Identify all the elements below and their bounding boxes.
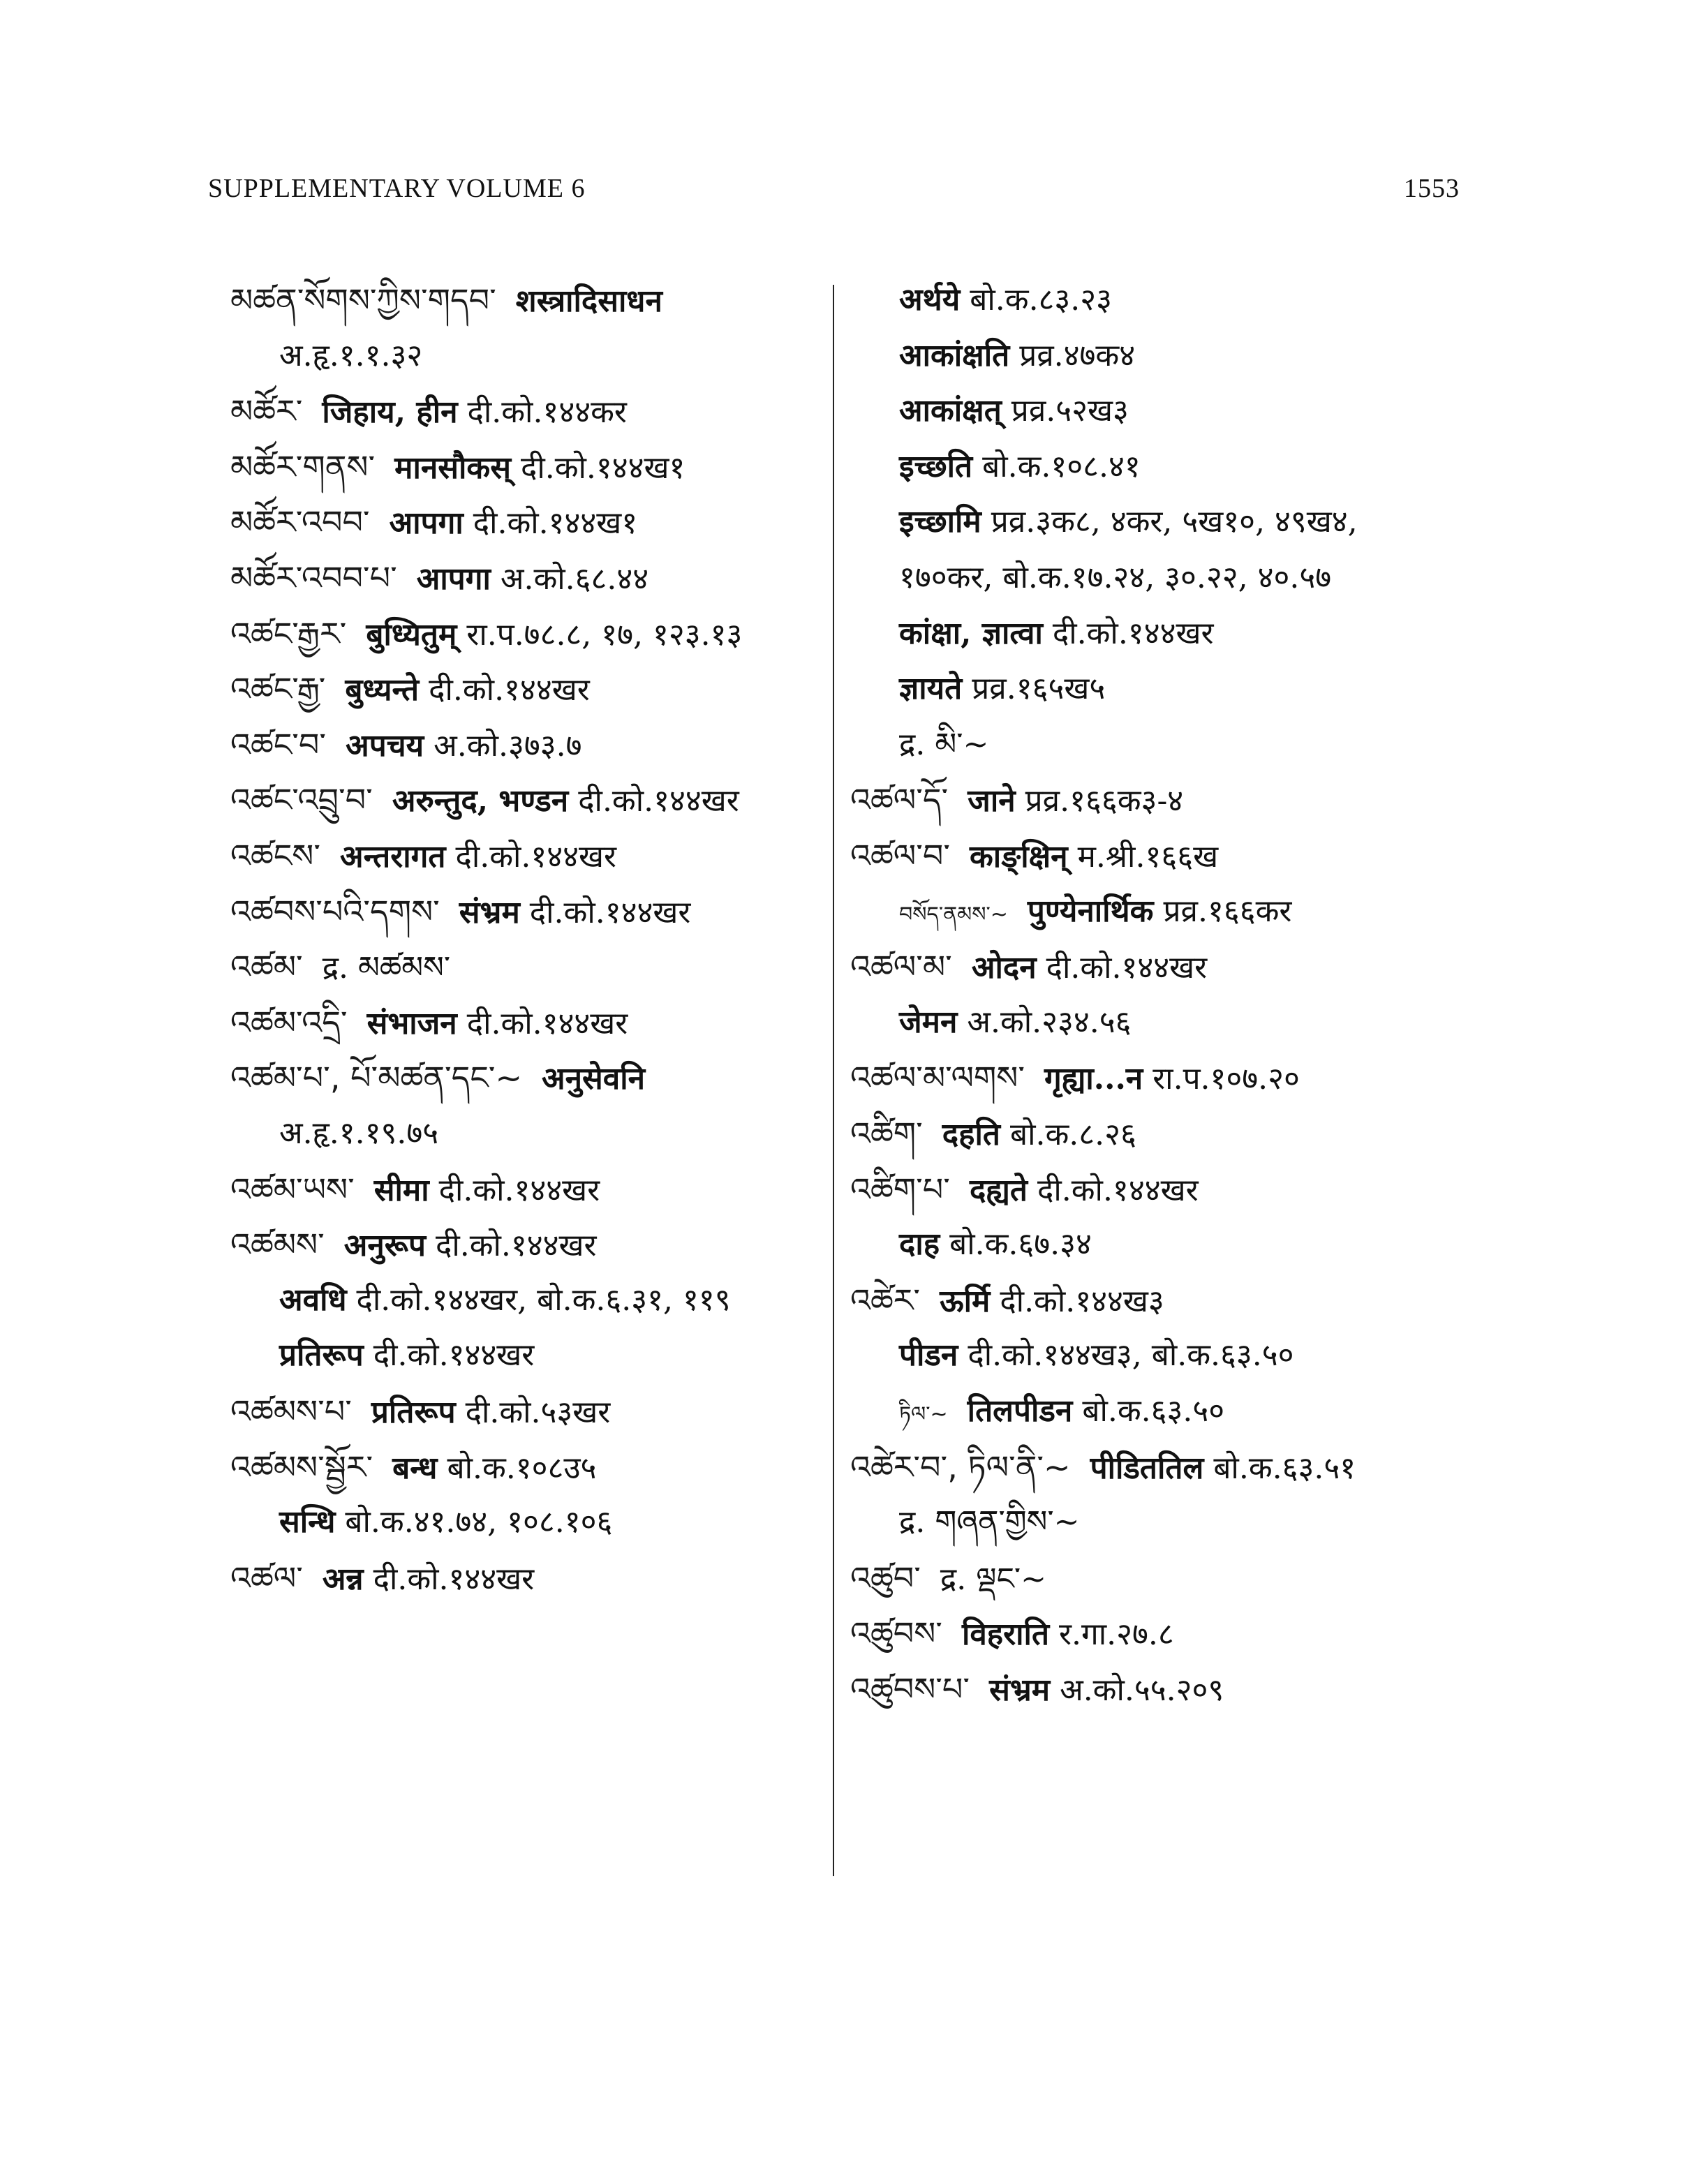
dictionary-entry-line <box>899 661 1105 717</box>
dictionary-entry-line <box>230 828 616 884</box>
dictionary-entry-line <box>279 1328 534 1383</box>
dictionary-entry-line <box>899 1217 1092 1272</box>
sanskrit-equivalent: अर्थये <box>899 282 961 318</box>
source-reference: बो.क.१०८.४१ <box>982 448 1141 484</box>
sanskrit-equivalent: अन्न <box>322 1561 364 1597</box>
dictionary-entry-line <box>899 995 1132 1050</box>
dictionary-entry-line <box>899 1383 1224 1439</box>
source-reference: बो.क.६३.५० <box>1082 1393 1225 1429</box>
source-reference: दी.को.१४४खर <box>578 783 739 819</box>
dictionary-entry-line <box>230 1050 645 1106</box>
dictionary-entry-line <box>279 1494 612 1550</box>
tibetan-headword: འཚང་རྒྱ་ <box>230 670 326 708</box>
source-reference: बो.क.६७.३४ <box>949 1226 1092 1263</box>
sanskrit-equivalent: ऊर्मि <box>940 1283 991 1319</box>
tibetan-headword: འཚབས་པའི་དགས་ <box>230 892 440 930</box>
tibetan-headword: འཚམས་པ་ <box>230 1392 352 1430</box>
tibetan-headword: འཚེར་ <box>850 1281 921 1319</box>
sanskrit-equivalent: पीडन <box>899 1337 958 1374</box>
sanskrit-equivalent: संभाजन <box>366 1005 457 1041</box>
sanskrit-equivalent: अन्तरागत <box>339 839 446 875</box>
sanskrit-equivalent: अनुरूप <box>343 1228 426 1264</box>
source-reference: म.श्री.१६६ख <box>1077 839 1219 875</box>
source-reference: दी.को.१४४खर <box>1052 615 1214 651</box>
tibetan-headword: མཚོར་ <box>230 392 303 431</box>
dictionary-entry-line <box>279 1272 731 1328</box>
dictionary-entry-line <box>899 1494 1079 1550</box>
sanskrit-equivalent: अरुन्तुद, भण्डन <box>392 783 569 819</box>
tibetan-headword: འཚལ་མ་ལགས་ <box>850 1059 1025 1097</box>
page-number: 1553 <box>1404 174 1460 203</box>
sanskrit-equivalent: शस्त्रादिसाधन <box>515 283 662 319</box>
sanskrit-equivalent: पुण्येनार्थिक <box>1027 893 1154 929</box>
sanskrit-equivalent: तिलपीडन <box>967 1393 1073 1429</box>
source-reference: अ.को.६८.४४ <box>500 561 649 597</box>
dictionary-entry-line <box>850 1106 1136 1161</box>
dictionary-entry-line <box>850 939 1207 995</box>
sanskrit-equivalent: बन्ध <box>392 1450 438 1486</box>
source-reference: दी.को.१४४खर <box>466 1005 628 1041</box>
dictionary-entry-line <box>850 1550 1046 1606</box>
tibetan-headword: འཚམ་པ་, པོ་མཚན་དང་~ <box>230 1059 522 1097</box>
source-reference: बो.क.६३.५१ <box>1213 1450 1356 1486</box>
sanskrit-equivalent: संभ्रम <box>989 1672 1051 1708</box>
dictionary-entry-line <box>899 550 1331 606</box>
sanskrit-equivalent: इच्छति <box>899 448 973 484</box>
tibetan-headword: འཚམས་ <box>230 1226 325 1264</box>
sanskrit-equivalent: कांक्षा, ज्ञात्वा <box>899 615 1043 651</box>
source-reference: द्र. མི་~ <box>899 726 989 762</box>
source-reference: बो.क.१०८उ५ <box>447 1450 597 1486</box>
tibetan-headword: བསོད་ནམས་~ <box>899 902 1008 927</box>
dictionary-entry-line <box>230 661 590 717</box>
source-reference: १७०कर, बो.क.१७.२४, ३०.२२, ४०.५७ <box>899 560 1332 595</box>
tibetan-headword: འཚལ་བ་ <box>850 837 951 875</box>
sanskrit-equivalent: सीमा <box>373 1172 429 1208</box>
dictionary-entry-line <box>899 272 1112 328</box>
sanskrit-equivalent: आकांक्षत् <box>899 393 1002 429</box>
source-reference: दी.को.१४४खर <box>373 1337 535 1374</box>
sanskrit-equivalent: प्रतिरूप <box>371 1395 456 1430</box>
tibetan-headword: འཚངས་ <box>230 837 320 875</box>
sanskrit-equivalent: इच्छामि <box>899 504 981 540</box>
sanskrit-equivalent: जाने <box>968 783 1016 819</box>
dictionary-entry-line <box>230 383 627 439</box>
dictionary-entry-line <box>230 1161 600 1217</box>
dictionary-entry-line <box>899 717 988 773</box>
sanskrit-equivalent: काङ्क्षिन् <box>970 839 1068 875</box>
dictionary-entry-line <box>230 1383 610 1439</box>
sanskrit-equivalent: बुध्यितुम् <box>366 616 457 653</box>
source-reference: दी.को.१४४कर <box>467 394 627 431</box>
running-title: SUPPLEMENTARY VOLUME 6 <box>208 174 586 203</box>
source-reference: र.गा.२७.८ <box>1059 1617 1174 1653</box>
dictionary-entry-line <box>230 272 662 328</box>
source-reference: दी.को.१४४ख१ <box>473 505 638 542</box>
tibetan-headword: འཚིག་ <box>850 1115 923 1152</box>
dictionary-entry-line <box>899 328 1135 384</box>
sanskrit-equivalent: मानसौकस् <box>394 450 511 486</box>
dictionary-entry-line <box>230 772 739 828</box>
tibetan-headword: མཚོར་འབབ་པ་ <box>230 559 397 597</box>
sanskrit-equivalent: आकांक्षति <box>899 337 1010 373</box>
dictionary-entry-line <box>850 1050 1300 1106</box>
tibetan-headword: འཚལ་དོ་ <box>850 781 949 819</box>
tibetan-headword: འཚལ་ <box>230 1559 303 1597</box>
source-reference: दी.को.१४४खर <box>373 1561 535 1597</box>
source-reference: दी.को.१४४ख३, बो.क.६३.५० <box>968 1337 1294 1374</box>
source-reference: दी.को.१४४खर, बो.क.६.३१, ११९ <box>356 1282 731 1318</box>
source-reference: दी.को.१४४ख१ <box>520 450 685 486</box>
dictionary-entry-line <box>279 1106 438 1161</box>
dictionary-entry-line <box>850 1605 1174 1661</box>
dictionary-entry-line <box>230 1217 597 1272</box>
source-reference: दी.को.१४४खर <box>455 839 617 875</box>
dictionary-entry-line <box>899 383 1129 439</box>
sanskrit-equivalent: सन्धि <box>279 1504 336 1540</box>
tibetan-headword: འཚང་རྒྱར་ <box>230 614 347 653</box>
dictionary-entry-line <box>850 1661 1224 1717</box>
sanskrit-equivalent: बुध्यन्ते <box>345 672 420 708</box>
source-reference: प्रव्र.३क८, ४कर, ५ख१०, ४९ख४, <box>991 504 1358 540</box>
source-reference: द्र. ལྡང་~ <box>940 1561 1047 1597</box>
dictionary-entry-line <box>230 939 450 995</box>
dictionary-entry-line <box>230 1550 534 1606</box>
source-reference: दी.को.१४४खर <box>429 672 590 708</box>
tibetan-headword: འཚམ་འདྲི་ <box>230 1003 348 1041</box>
sanskrit-equivalent: अनुसेवनि <box>542 1061 646 1097</box>
dictionary-entry-line <box>899 1328 1294 1383</box>
source-reference: प्रव्र.५२ख३ <box>1011 393 1129 429</box>
sanskrit-equivalent: विहराति <box>961 1617 1050 1653</box>
source-reference: प्रव्र.१६६क३-४ <box>1025 783 1184 819</box>
tibetan-headword: འཚང་འབྲུ་བ་ <box>230 781 373 819</box>
source-reference: प्रव्र.४७क४ <box>1019 337 1136 373</box>
page-header <box>208 173 1460 215</box>
dictionary-entry-line <box>230 439 685 495</box>
dictionary-entry-line <box>230 494 637 550</box>
sanskrit-equivalent: दहति <box>942 1117 1000 1152</box>
source-reference: दी.को.५३खर <box>465 1395 611 1430</box>
dictionary-entry-line <box>279 328 422 384</box>
source-reference: प्रव्र.१६६कर <box>1163 893 1292 929</box>
source-reference: बो.क.८.२६ <box>1010 1117 1136 1152</box>
tibetan-headword: འཚུབས་པ་ <box>850 1670 970 1708</box>
tibetan-headword: འཚུབ་ <box>850 1559 921 1597</box>
source-reference: अ.को.३७३.७ <box>433 727 582 764</box>
sanskrit-equivalent: संभ्रम <box>459 894 520 930</box>
dictionary-entry-line <box>850 828 1218 884</box>
dictionary-entry-line <box>230 717 581 773</box>
tibetan-headword: འཚེར་བ་, ཏིལ་ནི་~ <box>850 1448 1071 1486</box>
sanskrit-equivalent: गृह्या...न <box>1044 1061 1143 1097</box>
tibetan-headword: འཚམ་ <box>230 948 303 986</box>
tibetan-headword: འཚལ་མ་ <box>850 948 952 986</box>
sanskrit-equivalent: जेमन <box>899 1004 958 1040</box>
sanskrit-equivalent: प्रतिरूप <box>279 1337 364 1374</box>
tibetan-headword: འཚམས་སྦྱོར་ <box>230 1448 373 1486</box>
source-reference: दी.को.१४४खर <box>435 1228 597 1264</box>
source-reference: अ.हृ.१.१.३२ <box>279 337 423 373</box>
sanskrit-equivalent: दह्यते <box>969 1172 1028 1208</box>
source-reference: रा.प.१०७.२० <box>1152 1061 1300 1097</box>
dictionary-entry-line <box>850 1161 1199 1217</box>
source-reference: बो.क.८३.२३ <box>970 282 1113 318</box>
sanskrit-equivalent: पीडिततिल <box>1090 1450 1204 1486</box>
column-divider <box>833 285 834 1876</box>
dictionary-entry-line <box>230 1439 596 1495</box>
dictionary-entry-line <box>899 494 1358 550</box>
dictionary-entry-line <box>899 884 1291 939</box>
dictionary-entry-line <box>899 439 1141 495</box>
tibetan-headword: འཚང་བ་ <box>230 725 327 764</box>
sanskrit-equivalent: ओदन <box>971 950 1037 986</box>
tibetan-headword: ཏིལ་~ <box>899 1402 948 1427</box>
sanskrit-equivalent: जिहाय, हीन <box>322 394 458 431</box>
dictionary-entry-line <box>850 772 1183 828</box>
sanskrit-equivalent: अपचय <box>346 727 424 764</box>
source-reference: दी.को.१४४खर <box>1037 1172 1199 1208</box>
source-reference: द्र. མཚམས་ <box>322 950 451 986</box>
dictionary-entry-line <box>850 1439 1356 1495</box>
source-reference: दी.को.१४४ख३ <box>1000 1283 1164 1319</box>
sanskrit-equivalent: दाह <box>899 1226 940 1263</box>
source-reference: अ.हृ.१.१९.७५ <box>279 1115 439 1151</box>
dictionary-entry-line <box>230 606 742 662</box>
source-reference: दी.को.१४४खर <box>1046 950 1208 986</box>
sanskrit-equivalent: ज्ञायते <box>899 671 963 707</box>
tibetan-headword: འཚམ་ཡས་ <box>230 1170 355 1208</box>
source-reference: दी.को.१४४खर <box>529 894 691 930</box>
source-reference: बो.क.४१.७४, १०८.१०६ <box>345 1504 613 1540</box>
source-reference: रा.प.७८.८, १७, १२३.१३ <box>466 616 743 653</box>
dictionary-entry-line <box>230 995 628 1050</box>
tibetan-headword: མཚན་སོགས་ཀྱིས་གདབ་ <box>230 281 496 319</box>
source-reference: दी.को.१४४खर <box>438 1172 600 1208</box>
sanskrit-equivalent: आपगा <box>389 505 464 542</box>
dictionary-entry-line <box>230 550 648 606</box>
source-reference: द्र. གཞན་གྱིས་~ <box>899 1504 1080 1540</box>
tibetan-headword: མཚོར་གནས་ <box>230 447 376 486</box>
source-reference: अ.को.२३४.५६ <box>967 1004 1132 1040</box>
dictionary-entry-line <box>850 1272 1164 1328</box>
tibetan-headword: མཚོར་འབབ་ <box>230 503 370 542</box>
source-reference: प्रव्र.१६५ख५ <box>972 671 1106 707</box>
dictionary-entry-line <box>230 884 690 939</box>
sanskrit-equivalent: अवधि <box>279 1282 347 1318</box>
dictionary-entry-line <box>899 606 1213 662</box>
tibetan-headword: འཚིག་པ་ <box>850 1170 950 1208</box>
tibetan-headword: འཚུབས་ <box>850 1614 942 1653</box>
sanskrit-equivalent: आपगा <box>416 561 491 597</box>
source-reference: अ.को.५५.२०९ <box>1060 1672 1224 1708</box>
